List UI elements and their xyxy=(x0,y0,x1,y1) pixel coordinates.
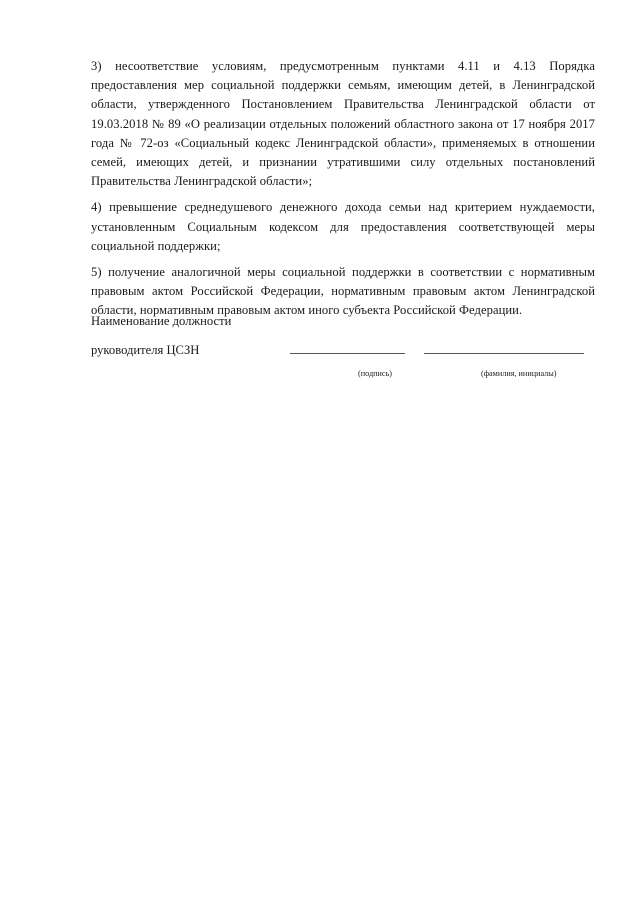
name-caption: (фамилия, инициалы) xyxy=(481,369,557,378)
paragraph-item-3: 3) несоответствие условиям, предусмотренным пунктами 4.11 и 4.13 Порядка предоставления мер социальной поддержки семьям, имеющим детей, в Ленинградской области, утвержденного Постановлением Правительства Ленинградской области от 19.03.2018 № 89 «О реализации отдельных положений областного закона от 17 ноября 2017 года № 72-оз «Социальный кодекс Ленинградской области», применяемых в отношении семей, имеющих детей, и признании утратившими силу отдельных постановлений Правительства Ленинградской области»; xyxy=(91,59,595,189)
position-title-line1: Наименование должности xyxy=(91,314,232,328)
name-line xyxy=(424,353,584,354)
document-body xyxy=(91,57,595,329)
signature-line xyxy=(290,353,405,354)
paragraph-item-4: 4) превышение среднедушевого денежного дохода семьи над критерием нуждаемости, установленным Социальным кодексом для предоставления соответствующей меры социальной поддержки; xyxy=(91,200,595,253)
position-title-line2: руководителя ЦСЗН xyxy=(91,343,200,357)
paragraph-item-5: 5) получение аналогичной меры социальной поддержки в соответствии с нормативным правовым актом Российской Федерации, нормативным правовым актом Ленинградской области, нормативным правовым актом иного субъекта Российской Федерации. xyxy=(91,265,595,318)
signature-caption: (подпись) xyxy=(358,369,392,378)
